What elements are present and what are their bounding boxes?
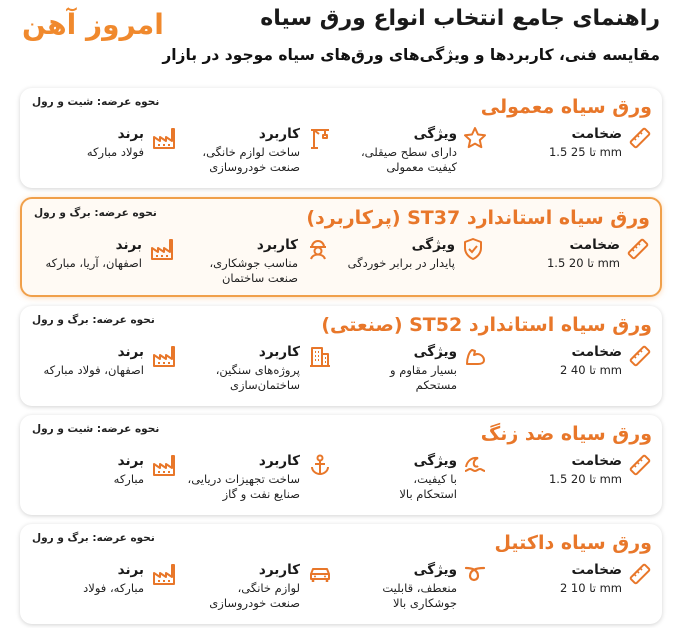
factory-icon [152, 126, 176, 150]
crane-icon [308, 126, 332, 150]
brand-column [26, 453, 176, 511]
thickness-label: ضخامت [571, 344, 622, 360]
thickness-value: 1.5 تا 20 mm [546, 256, 620, 270]
supply-method: نحوه عرضه: شیت و رول [32, 96, 160, 108]
brand-label: برند [117, 453, 144, 469]
feature-label: ویژگی [413, 126, 457, 142]
brand-label: برند [117, 562, 144, 578]
factory-icon [150, 237, 174, 261]
card-ductile-sheet [20, 524, 662, 624]
thickness-column [532, 126, 652, 184]
ruler-icon [628, 562, 652, 586]
brand-label: برند [117, 344, 144, 360]
card-title: ورق سیاه استاندارد ST37 (پرکاربرد) [306, 207, 650, 229]
thickness-column [532, 344, 652, 402]
usage-column [182, 344, 332, 402]
supply-method: نحوه عرضه: برگ و رول [34, 207, 157, 219]
brand-column [26, 126, 176, 184]
card-title: ورق سیاه معمولی [480, 96, 652, 118]
loop-icon [463, 562, 487, 586]
feature-column [347, 453, 487, 511]
ruler-icon [628, 453, 652, 477]
building-icon [308, 344, 332, 368]
usage-label: کاربرد [258, 453, 300, 469]
usage-column [182, 453, 332, 511]
usage-column [182, 562, 332, 620]
card-anti-rust-sheet [20, 415, 662, 515]
factory-icon [152, 562, 176, 586]
brand-value: مبارکه [113, 472, 144, 486]
usage-label: کاربرد [256, 237, 298, 253]
usage-value: لوازم خانگی، صنعت خودروسازی [209, 581, 300, 610]
usage-label: کاربرد [258, 562, 300, 578]
feature-value: بسیار مقاوم و مستحکم [389, 363, 457, 392]
thickness-value: 1.5 تا 25 mm [548, 145, 622, 159]
muscle-icon [463, 344, 487, 368]
thickness-label: ضخامت [569, 237, 620, 253]
brand-label: برند [115, 237, 142, 253]
page-subtitle: مقایسه فنی، کاربردها و ویژگی‌های ورق‌های سیاه موجود در بازار [162, 46, 660, 64]
header [0, 0, 682, 86]
star-icon [463, 126, 487, 150]
usage-value: ساخت تجهیزات دریایی، صنایع نفت و گاز [187, 472, 300, 501]
usage-value: ساخت لوازم خانگی، صنعت خودروسازی [202, 145, 300, 174]
shield-check-icon [461, 237, 485, 261]
usage-column [182, 126, 332, 184]
thickness-value: 2 تا 40 mm [559, 363, 622, 377]
factory-icon [152, 453, 176, 477]
wave-icon [463, 453, 487, 477]
feature-column [347, 126, 487, 184]
brand-value: اصفهان، فولاد مبارکه [43, 363, 144, 377]
logo: امروز آهن [22, 8, 164, 41]
car-icon [308, 562, 332, 586]
usage-value: مناسب جوشکاری، صنعت ساختمان [209, 256, 298, 285]
brand-value: مبارکه، فولاد [83, 581, 144, 595]
usage-label: کاربرد [258, 126, 300, 142]
card-title: ورق سیاه ضد زنگ [480, 423, 652, 445]
usage-column [180, 237, 330, 295]
thickness-column [530, 237, 650, 295]
card-st37-sheet [20, 197, 662, 297]
ruler-icon [628, 344, 652, 368]
worker-icon [306, 237, 330, 261]
thickness-column [532, 562, 652, 620]
thickness-column [532, 453, 652, 511]
card-title: ورق سیاه داکتیل [494, 532, 652, 554]
card-title: ورق سیاه استاندارد ST52 (صنعتی) [321, 314, 652, 336]
brand-column [26, 344, 176, 402]
page-title: راهنمای جامع انتخاب انواع ورق سیاه [260, 6, 660, 31]
feature-value: پایدار در برابر خوردگی [347, 256, 455, 270]
feature-value: دارای سطح صیقلی، کیفیت معمولی [360, 145, 457, 174]
feature-value: منعطف، قابلیت جوشکاری بالا [382, 581, 457, 610]
brand-column [26, 562, 176, 620]
feature-column [347, 562, 487, 620]
thickness-label: ضخامت [571, 126, 622, 142]
thickness-value: 2 تا 10 mm [559, 581, 622, 595]
feature-column [347, 344, 487, 402]
ruler-icon [628, 126, 652, 150]
brand-column [24, 237, 174, 295]
card-st52-sheet [20, 306, 662, 406]
factory-icon [152, 344, 176, 368]
feature-label: ویژگی [413, 344, 457, 360]
brand-label: برند [117, 126, 144, 142]
thickness-label: ضخامت [571, 453, 622, 469]
usage-value: پروژه‌های سنگین، ساختمان‌سازی [215, 363, 300, 392]
feature-value: با کیفیت، استحکام بالا [399, 472, 457, 501]
brand-value: اصفهان، آریا، مبارکه [45, 256, 142, 270]
supply-method: نحوه عرضه: برگ و رول [32, 532, 155, 544]
thickness-label: ضخامت [571, 562, 622, 578]
thickness-value: 1.5 تا 20 mm [548, 472, 622, 486]
ruler-icon [626, 237, 650, 261]
feature-label: ویژگی [411, 237, 455, 253]
anchor-icon [308, 453, 332, 477]
supply-method: نحوه عرضه: برگ و رول [32, 314, 155, 326]
usage-label: کاربرد [258, 344, 300, 360]
feature-label: ویژگی [413, 562, 457, 578]
feature-label: ویژگی [413, 453, 457, 469]
card-regular-sheet [20, 88, 662, 188]
brand-value: فولاد مبارکه [86, 145, 144, 159]
feature-column [345, 237, 485, 295]
supply-method: نحوه عرضه: شیت و رول [32, 423, 160, 435]
